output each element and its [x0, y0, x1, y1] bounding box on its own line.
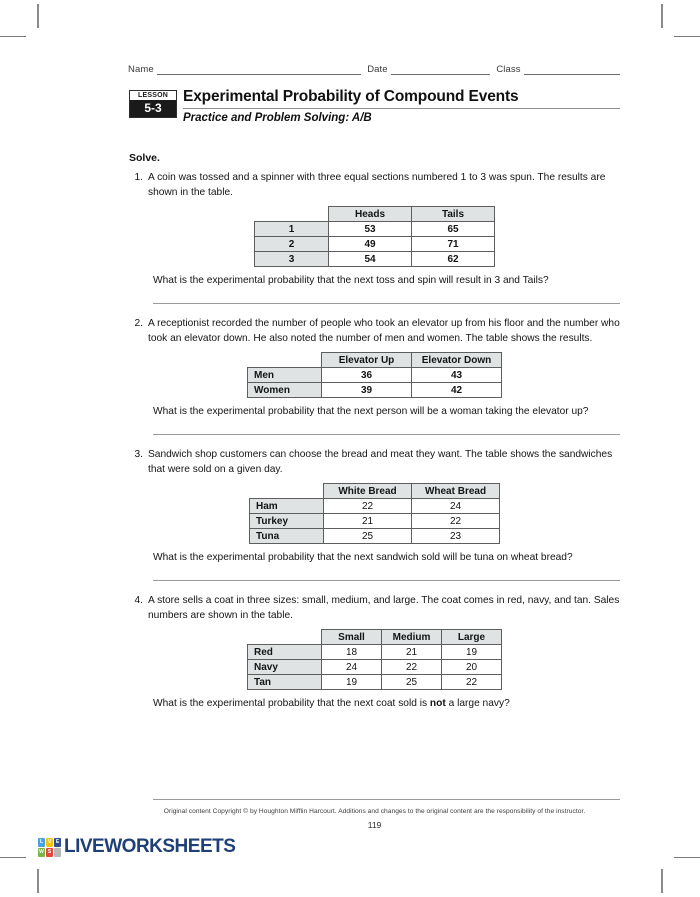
- table-cell: 36: [322, 368, 412, 383]
- title-block: [183, 88, 620, 125]
- table-row: [250, 499, 500, 514]
- page-title: Experimental Probability of Compound Events: [183, 88, 519, 105]
- table-cell: 19: [442, 645, 502, 660]
- row-label: Red: [248, 645, 322, 660]
- problem-separator-3: [153, 580, 620, 581]
- column-header: Medium: [382, 630, 442, 645]
- column-header: White Bread: [324, 484, 412, 499]
- table-cell: 25: [324, 529, 412, 544]
- class-label: Class: [496, 64, 521, 75]
- table-cell: 19: [322, 675, 382, 690]
- page-number: 119: [367, 820, 382, 830]
- lesson-number: 5-3: [130, 100, 176, 117]
- logo-tile: [54, 848, 61, 857]
- problem-4-table-wrap: [129, 629, 620, 690]
- problem-1-number: 1.: [134, 172, 143, 183]
- row-label: 2: [255, 237, 329, 252]
- worksheet-content: [129, 152, 620, 711]
- lesson-word: LESSON: [138, 92, 168, 99]
- table-cell: 22: [382, 660, 442, 675]
- logo-tile: W: [39, 848, 44, 855]
- row-label: Tan: [248, 675, 322, 690]
- table-row: [250, 529, 500, 544]
- table-cell: 42: [412, 383, 502, 398]
- table-header-row: [255, 207, 495, 222]
- table-cell: 71: [412, 237, 495, 252]
- table-cell: 24: [322, 660, 382, 675]
- column-header: Wheat Bread: [412, 484, 500, 499]
- table-cell: 65: [412, 222, 495, 237]
- problem-4-table: [247, 629, 502, 690]
- problem-4: [129, 594, 620, 711]
- table-cell: 24: [412, 499, 500, 514]
- problem-2-prompt: A receptionist recorded the number of people who took an elevator up from his floor and the number who took an elevator down. He also noted the number of men and women. The table shows the results.: [148, 318, 620, 344]
- problem-separator-2: [153, 434, 620, 435]
- table-cell: 53: [329, 222, 412, 237]
- table-cell: 22: [442, 675, 502, 690]
- footer-divider: [153, 799, 620, 800]
- problem-1-table-wrap: [129, 206, 620, 267]
- name-blank[interactable]: [157, 64, 361, 75]
- table-header-row: [250, 484, 500, 499]
- lesson-badge: [129, 90, 177, 118]
- problem-4-statement: [129, 594, 620, 623]
- liveworksheets-logo[interactable]: [38, 836, 235, 858]
- table-cell: 25: [382, 675, 442, 690]
- table-row: [248, 368, 502, 383]
- table-header-row: [248, 630, 502, 645]
- table-row: [248, 675, 502, 690]
- table-cell: 43: [412, 368, 502, 383]
- problem-1-question: What is the experimental probability that the next toss and spin will result in 3 and Tails?: [153, 275, 549, 286]
- page-subtitle: Practice and Problem Solving: A/B: [183, 112, 372, 124]
- liveworksheets-mark-icon: [38, 838, 61, 857]
- problem-2-question: What is the experimental probability that the next person will be a woman taking the elevator up?: [153, 406, 589, 417]
- name-label: Name: [128, 64, 154, 75]
- logo-tile: E: [55, 838, 60, 845]
- table-header-row: [248, 353, 502, 368]
- table-corner-cell: [255, 207, 329, 222]
- column-header: Elevator Down: [412, 353, 502, 368]
- table-row: [248, 383, 502, 398]
- table-cell: 49: [329, 237, 412, 252]
- table-cell: 18: [322, 645, 382, 660]
- table-cell: 22: [324, 499, 412, 514]
- problem-2: [129, 317, 620, 419]
- table-cell: 20: [442, 660, 502, 675]
- table-row: [248, 660, 502, 675]
- problem-1-statement: [129, 171, 620, 200]
- problem-3-statement: [129, 448, 620, 477]
- table-corner-cell: [248, 630, 322, 645]
- table-cell: 54: [329, 252, 412, 267]
- problem-3-table-wrap: [129, 483, 620, 544]
- problem-3-number: 3.: [134, 449, 143, 460]
- problem-separator-1: [153, 303, 620, 304]
- problem-4-question: [153, 696, 620, 711]
- problem-2-table-wrap: [129, 352, 620, 398]
- student-info-line: [128, 64, 620, 75]
- table-row: [255, 252, 495, 267]
- problem-3-table: [249, 483, 500, 544]
- table-corner-cell: [248, 353, 322, 368]
- problem-3-prompt: Sandwich shop customers can choose the bread and meat they want. The table shows the sandwiches that were sold on a given day.: [148, 449, 613, 475]
- problem-4-number: 4.: [134, 595, 143, 606]
- instruction-heading: Solve.: [129, 152, 160, 164]
- row-label: Men: [248, 368, 322, 383]
- table-cell: 21: [324, 514, 412, 529]
- row-label: Ham: [250, 499, 324, 514]
- row-label: 1: [255, 222, 329, 237]
- column-header: Large: [442, 630, 502, 645]
- column-header: Heads: [329, 207, 412, 222]
- title-divider: [183, 108, 620, 109]
- problem-1-prompt: A coin was tossed and a spinner with three equal sections numbered 1 to 3 was spun. The results are shown in the table.: [148, 172, 606, 198]
- column-header: Tails: [412, 207, 495, 222]
- row-label: Turkey: [250, 514, 324, 529]
- table-cell: 23: [412, 529, 500, 544]
- table-row: [250, 514, 500, 529]
- problem-1: [129, 171, 620, 288]
- table-cell: 21: [382, 645, 442, 660]
- date-blank[interactable]: [391, 64, 490, 75]
- table-corner-cell: [250, 484, 324, 499]
- logo-tile: V: [47, 838, 52, 845]
- row-label: Tuna: [250, 529, 324, 544]
- row-label: 3: [255, 252, 329, 267]
- row-label: Women: [248, 383, 322, 398]
- problem-3-question: What is the experimental probability that the next sandwich sold will be tuna on wheat bread?: [153, 552, 573, 563]
- problem-3: [129, 448, 620, 565]
- problem-4-question-post: a large navy?: [445, 698, 510, 709]
- class-blank[interactable]: [524, 64, 620, 75]
- logo-tile: L: [39, 838, 44, 845]
- problem-4-prompt: A store sells a coat in three sizes: small, medium, and large. The coat comes in red, navy, and tan. Sales numbers are shown in the table.: [148, 595, 620, 621]
- problem-1-table: [254, 206, 495, 267]
- problem-4-question-pre: What is the experimental probability that the next coat sold is: [153, 698, 430, 709]
- row-label: Navy: [248, 660, 322, 675]
- date-label: Date: [367, 64, 388, 75]
- problem-2-statement: [129, 317, 620, 346]
- liveworksheets-wordmark: LIVEWORKSHEETS: [64, 836, 236, 857]
- column-header: Elevator Up: [322, 353, 412, 368]
- problem-2-number: 2.: [134, 318, 143, 329]
- table-cell: 39: [322, 383, 412, 398]
- copyright-notice: Original content Copyright © by Houghton Mifflin Harcourt. Additions and changes to the original content are the responsibility of the instructor.: [163, 808, 586, 815]
- table-row: [248, 645, 502, 660]
- logo-tile: S: [47, 848, 52, 855]
- problem-4-question-emphasis: not: [429, 698, 446, 709]
- problem-2-table: [247, 352, 502, 398]
- table-row: [255, 222, 495, 237]
- column-header: Small: [322, 630, 382, 645]
- table-row: [255, 237, 495, 252]
- table-cell: 22: [412, 514, 500, 529]
- table-cell: 62: [412, 252, 495, 267]
